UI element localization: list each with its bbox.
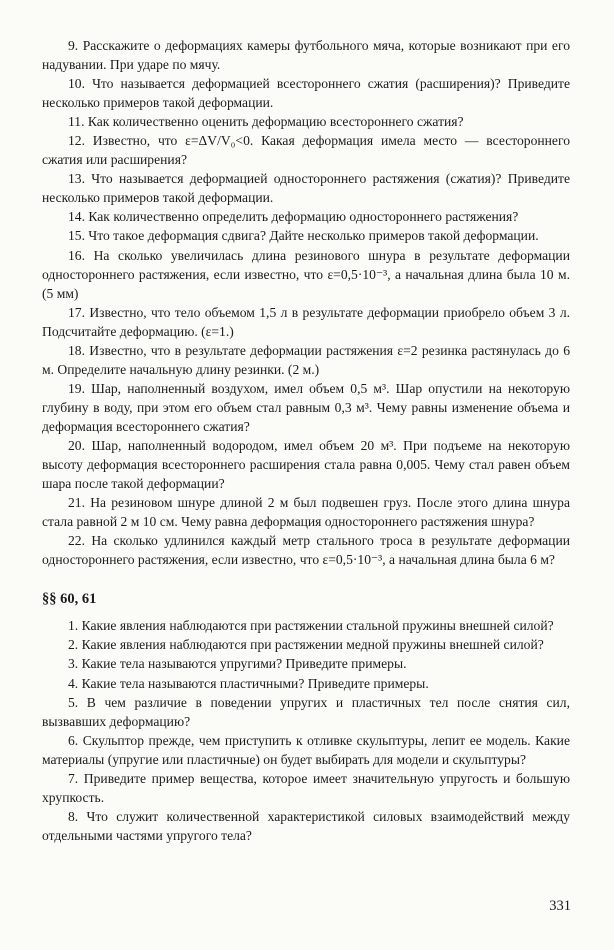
question-22: 22. На сколько удлинился каждый метр стального троса в результате деформации одностороннего растяжения, если известно, что ε=0,5·10⁻³, а начальная длина была 6 м? — [42, 533, 570, 568]
section-question-8: 8. Что служит количественной характеристикой силовых взаимодействий между отдельными частями упругого тела? — [42, 808, 570, 843]
page-number: 331 — [549, 898, 571, 914]
section-question-6: 6. Скульптор прежде, чем приступить к отливке скульптуры, лепит ее модель. Какие материалы (упругие или пластичные) он будет выбирать для модели и скульптуры? — [42, 732, 570, 767]
section-question-4: 4. Какие тела называются пластичными? Приведите примеры. — [68, 675, 429, 691]
section-question-5: 5. В чем различие в поведении упругих и пластичных тел после снятия сил, вызвавших деформацию? — [42, 694, 570, 729]
text-column — [42, 36, 570, 845]
section-question-2: 2. Какие явления наблюдаются при растяжении медной пружины внешней силой? — [68, 637, 544, 653]
section-heading: §§ 60, 61 — [42, 591, 97, 608]
question-16: 16. На сколько увеличилась длина резинового шнура в результате деформации одностороннего растяжения, если известно, что ε=0,5·10⁻³, а начальная длина была 10 м. (5 мм) — [42, 247, 570, 301]
section-question-3: 3. Какие тела называются упругими? Приведите примеры. — [68, 656, 407, 672]
question-14: 14. Как количественно определить деформацию одностороннего растяжения? — [68, 209, 519, 225]
question-11: 11. Как количественно оценить деформацию всестороннего сжатия? — [68, 114, 464, 130]
question-12: 12. Известно, что ε=ΔV/V₀<0. Какая деформация имела место — всестороннего сжатия или расширения? — [42, 133, 570, 168]
question-20: 20. Шар, наполненный водородом, имел объем 20 м³. При подъеме на некоторую высоту деформация всестороннего расширения стала равна 0,005. Чему стал равен объем шара после такой деформации? — [42, 437, 570, 492]
section-question-1: 1. Какие явления наблюдаются при растяжении стальной пружины внешней силой? — [68, 618, 554, 634]
question-13: 13. Что называется деформацией одностороннего растяжения (сжатия)? Приведите несколько примеров такой деформации. — [42, 171, 570, 206]
question-19: 19. Шар, наполненный воздухом, имел объем 0,5 м³. Шар опустили на некоторую глубину в воду, при этом его объем стал равным 0,3 м³. Чему равны изменение объема и деформация всестороннего сжатия? — [42, 380, 570, 434]
question-10: 10. Что называется деформацией всестороннего сжатия (расширения)? Приведите несколько примеров такой деформации. — [42, 76, 570, 111]
section-question-7: 7. Приведите пример вещества, которое имеет значительную упругость и большую хрупкость. — [42, 770, 570, 805]
question-18: 18. Известно, что в результате деформации растяжения ε=2 резинка растянулась до 6 м. Определите начальную длину резинки. (2 м.) — [42, 342, 570, 377]
question-15: 15. Что такое деформация сдвига? Дайте несколько примеров такой деформации. — [68, 228, 539, 244]
question-17: 17. Известно, что тело объемом 1,5 л в результате деформации приобрело объем 3 л. Подсчитайте деформацию. (ε=1.) — [42, 304, 570, 339]
question-21: 21. На резиновом шнуре длиной 2 м был подвешен груз. После этого длина шнура стала равной 2 м 10 см. Чему равна деформация одностороннего растяжения шнура? — [42, 495, 570, 530]
question-9: 9. Расскажите о деформациях камеры футбольного мяча, которые возникают при его надувании. При ударе по мячу. — [42, 38, 570, 73]
